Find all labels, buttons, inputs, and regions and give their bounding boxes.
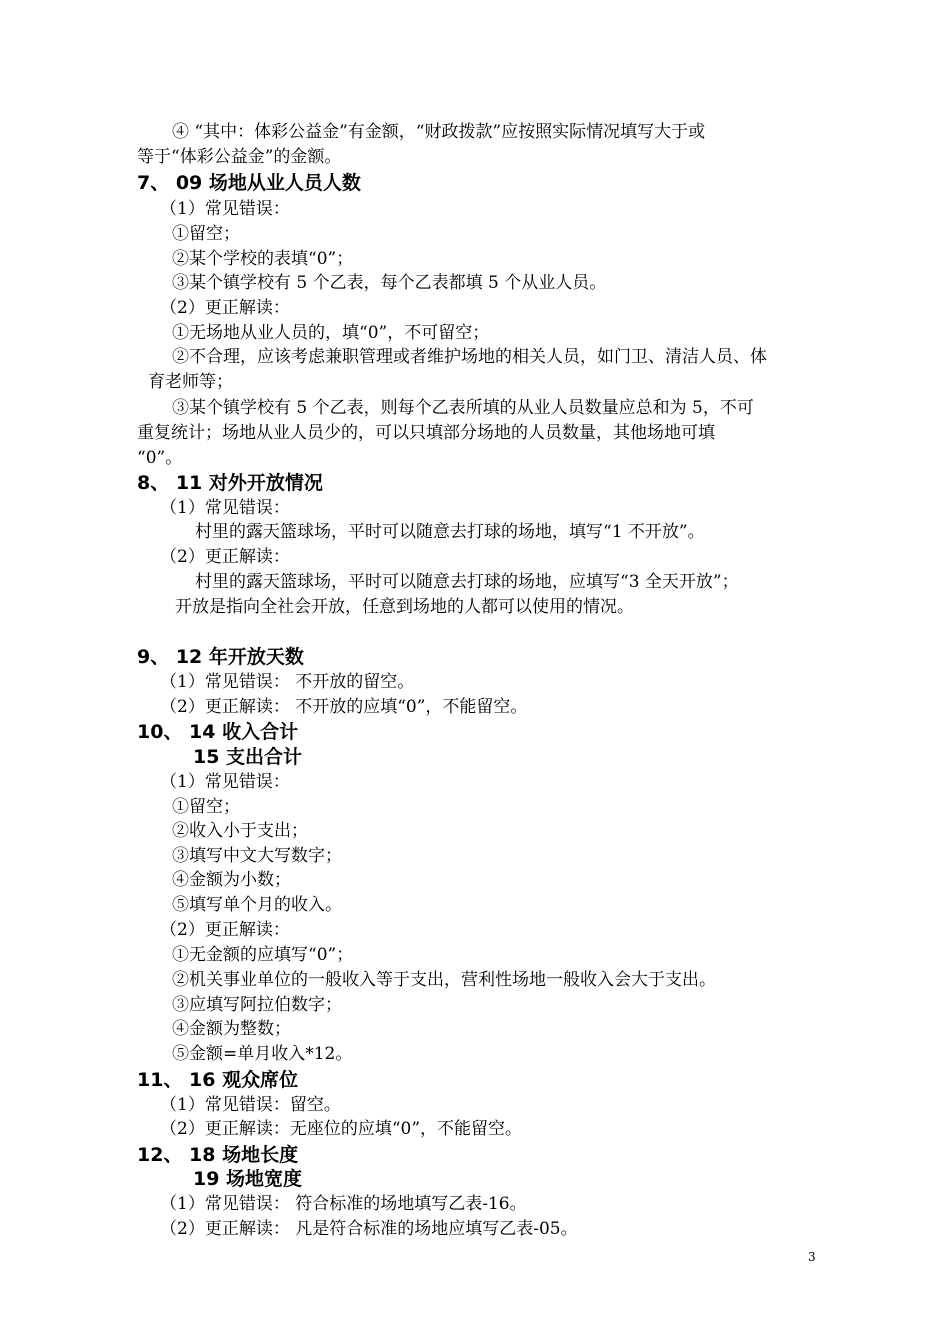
text-line: （2）更正解读： (160, 920, 290, 940)
text-line: （2）更正解读： (160, 547, 290, 567)
text-line: ③某个镇学校有 5 个乙表，则每个乙表所填的从业人员数量应总和为 5，不可 (172, 398, 754, 418)
text-line: ⑤金额=单月收入*12。 (172, 1044, 353, 1064)
text-line: “0”。 (137, 448, 183, 468)
text-line: （2）更正解读： 凡是符合标准的场地应填写乙表-05。 (160, 1219, 578, 1239)
text-line: ③应填写阿拉伯数字； (172, 995, 342, 1015)
section-heading: 12、 18 场地长度 (137, 1144, 299, 1166)
section-heading: 8、 11 对外开放情况 (137, 472, 323, 494)
text-line: 村里的露天篮球场，平时可以随意去打球的场地，应填写“3 全天开放”； (195, 572, 739, 592)
section-heading: 15 支出合计 (193, 746, 303, 768)
text-line: （2）更正解读： (160, 298, 290, 318)
section-heading: 19 场地宽度 (193, 1168, 303, 1190)
text-line: ⑤填写单个月的收入。 (172, 895, 342, 915)
page-number: 3 (808, 1250, 816, 1264)
text-line: （2）更正解读： 不开放的应填“0”，不能留空。 (160, 697, 528, 717)
text-line: ②某个学校的表填“0”； (172, 249, 354, 269)
text-line: （2）更正解读：无座位的应填“0”，不能留空。 (160, 1119, 523, 1139)
text-line: 村里的露天篮球场，平时可以随意去打球的场地，填写“1 不开放”。 (195, 522, 705, 542)
text-line: ④金额为整数； (172, 1019, 291, 1039)
text-line: ①留空； (172, 224, 240, 244)
text-line: ③填写中文大写数字； (172, 846, 342, 866)
text-line: 开放是指向全社会开放，任意到场地的人都可以使用的情况。 (175, 597, 634, 617)
text-line: 等于“体彩公益金”的金额。 (137, 147, 342, 167)
text-line: ②机关事业单位的一般收入等于支出，营利性场地一般收入会大于支出。 (172, 970, 716, 990)
text-line: 育老师等； (148, 372, 233, 392)
text-line: ②不合理，应该考虑兼职管理或者维护场地的相关人员，如门卫、清洁人员、体 (172, 347, 767, 367)
text-line: ④ “其中：体彩公益金”有金额，“财政拨款”应按照实际情况填写大于或 (172, 122, 706, 142)
text-line: （1）常见错误： (160, 199, 290, 219)
text-line: （1）常见错误： (160, 498, 290, 518)
text-line: （1）常见错误： 不开放的留空。 (160, 672, 415, 692)
section-heading: 9、 12 年开放天数 (137, 646, 304, 668)
text-line: ③某个镇学校有 5 个乙表，每个乙表都填 5 个从业人员。 (172, 273, 607, 293)
text-line: （1）常见错误： 符合标准的场地填写乙表-16。 (160, 1194, 527, 1214)
text-line: ①留空； (172, 797, 240, 817)
section-heading: 11、 16 观众席位 (137, 1069, 299, 1091)
text-line: ①无金额的应填写“0”； (172, 945, 354, 965)
text-line: （1）常见错误：留空。 (160, 1095, 341, 1115)
text-line: ①无场地从业人员的，填“0”，不可留空； (172, 323, 490, 343)
section-heading: 10、 14 收入合计 (137, 721, 299, 743)
text-line: ②收入小于支出； (172, 821, 308, 841)
section-heading: 7、 09 场地从业人员人数 (137, 172, 361, 194)
text-line: ④金额为小数； (172, 870, 291, 890)
text-line: 重复统计；场地从业人员少的，可以只填部分场地的人员数量，其他场地可填 (137, 423, 715, 443)
text-line: （1）常见错误： (160, 772, 290, 792)
